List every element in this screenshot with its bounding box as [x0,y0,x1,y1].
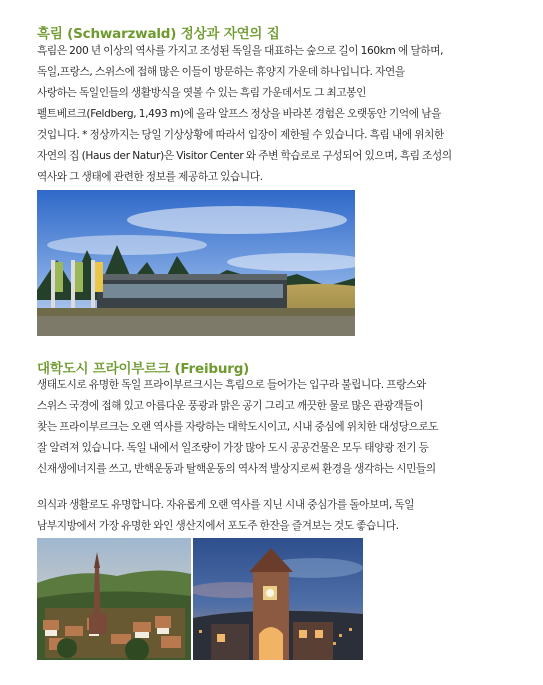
paragraph-line: 자연의 집 (Haus der Natur)은 Visitor Center 와 주변 학습로로 구성되어 있으며, 흑림 조성의 [37,150,452,162]
paragraph-line: 사랑하는 독일인들의 생활방식을 엿볼 수 있는 흑림 가운데서도 그 최고봉인 [37,87,367,99]
paragraph-line: 찾는 프라이부르크는 오랜 역사를 자랑하는 대학도시이고, 시내 중심에 위치한 대성당으로도 [37,421,439,433]
paragraph-line: 스위스 국경에 접해 있고 아름다운 풍광과 맑은 공기 그리고 깨끗한 물로 많은 관광객들이 [37,400,424,412]
paragraph-line: 역사와 그 생태에 관련한 정보를 제공하고 있습니다. [37,171,263,183]
paragraph-line: 남부지방에서 가장 유명한 와인 생산지에서 포도주 한잔을 즐겨보는 것도 좋습니다. [37,520,399,532]
paragraph-line: 생태도시로 유명한 독일 프라이부르크시는 흑림으로 들어가는 입구라 불립니다. 프랑스와 [37,379,426,391]
paragraph-line: 잘 알려져 있습니다. 독일 내에서 일조량이 가장 많아 도시 공공건물은 모두 태양광 전기 등 [37,442,429,454]
paragraph-line: 흑림은 200 년 이상의 역사를 가지고 조성된 독일을 대표하는 숲으로 길이 160km 에 달하며, [37,45,444,57]
section2-paragraph-continued [37,495,505,537]
paragraph-line: 의식과 생활로도 유명합니다. 자유롭게 오랜 역사를 지닌 시내 중심가를 돌아보며, 독일 [37,499,415,511]
section2-paragraph [37,375,505,480]
section1-heading: 흑림 (Schwarzwald) 정상과 자연의 집 [37,26,280,42]
paragraph-line: 펠트베르크(Feldberg, 1,493 m)에 올라 알프스 정상을 바라본 경험은 오랫동안 기억에 남을 [37,108,441,120]
freiburg-panorama-photo [37,538,191,660]
section2-heading: 대학도시 프라이부르크 (Freiburg) [37,361,250,377]
paragraph-line: 것입니다. * 정상까지는 당일 기상상황에 따라서 입장이 제한될 수 있습니다. 흑림 내에 위치한 [37,129,444,141]
paragraph-line: 신재생에너지를 쓰고, 반핵운동과 탈핵운동의 역사적 발상지로써 환경을 생각하는 시민들의 [37,463,436,475]
freiburg-gate-dusk-photo [193,538,363,660]
paragraph-line: 독일,프랑스, 스위스에 접해 많은 이들이 방문하는 휴양지 가운데 하나입니다. 자연을 [37,66,405,78]
haus-der-natur-photo [37,190,355,336]
section1-paragraph [37,41,505,188]
